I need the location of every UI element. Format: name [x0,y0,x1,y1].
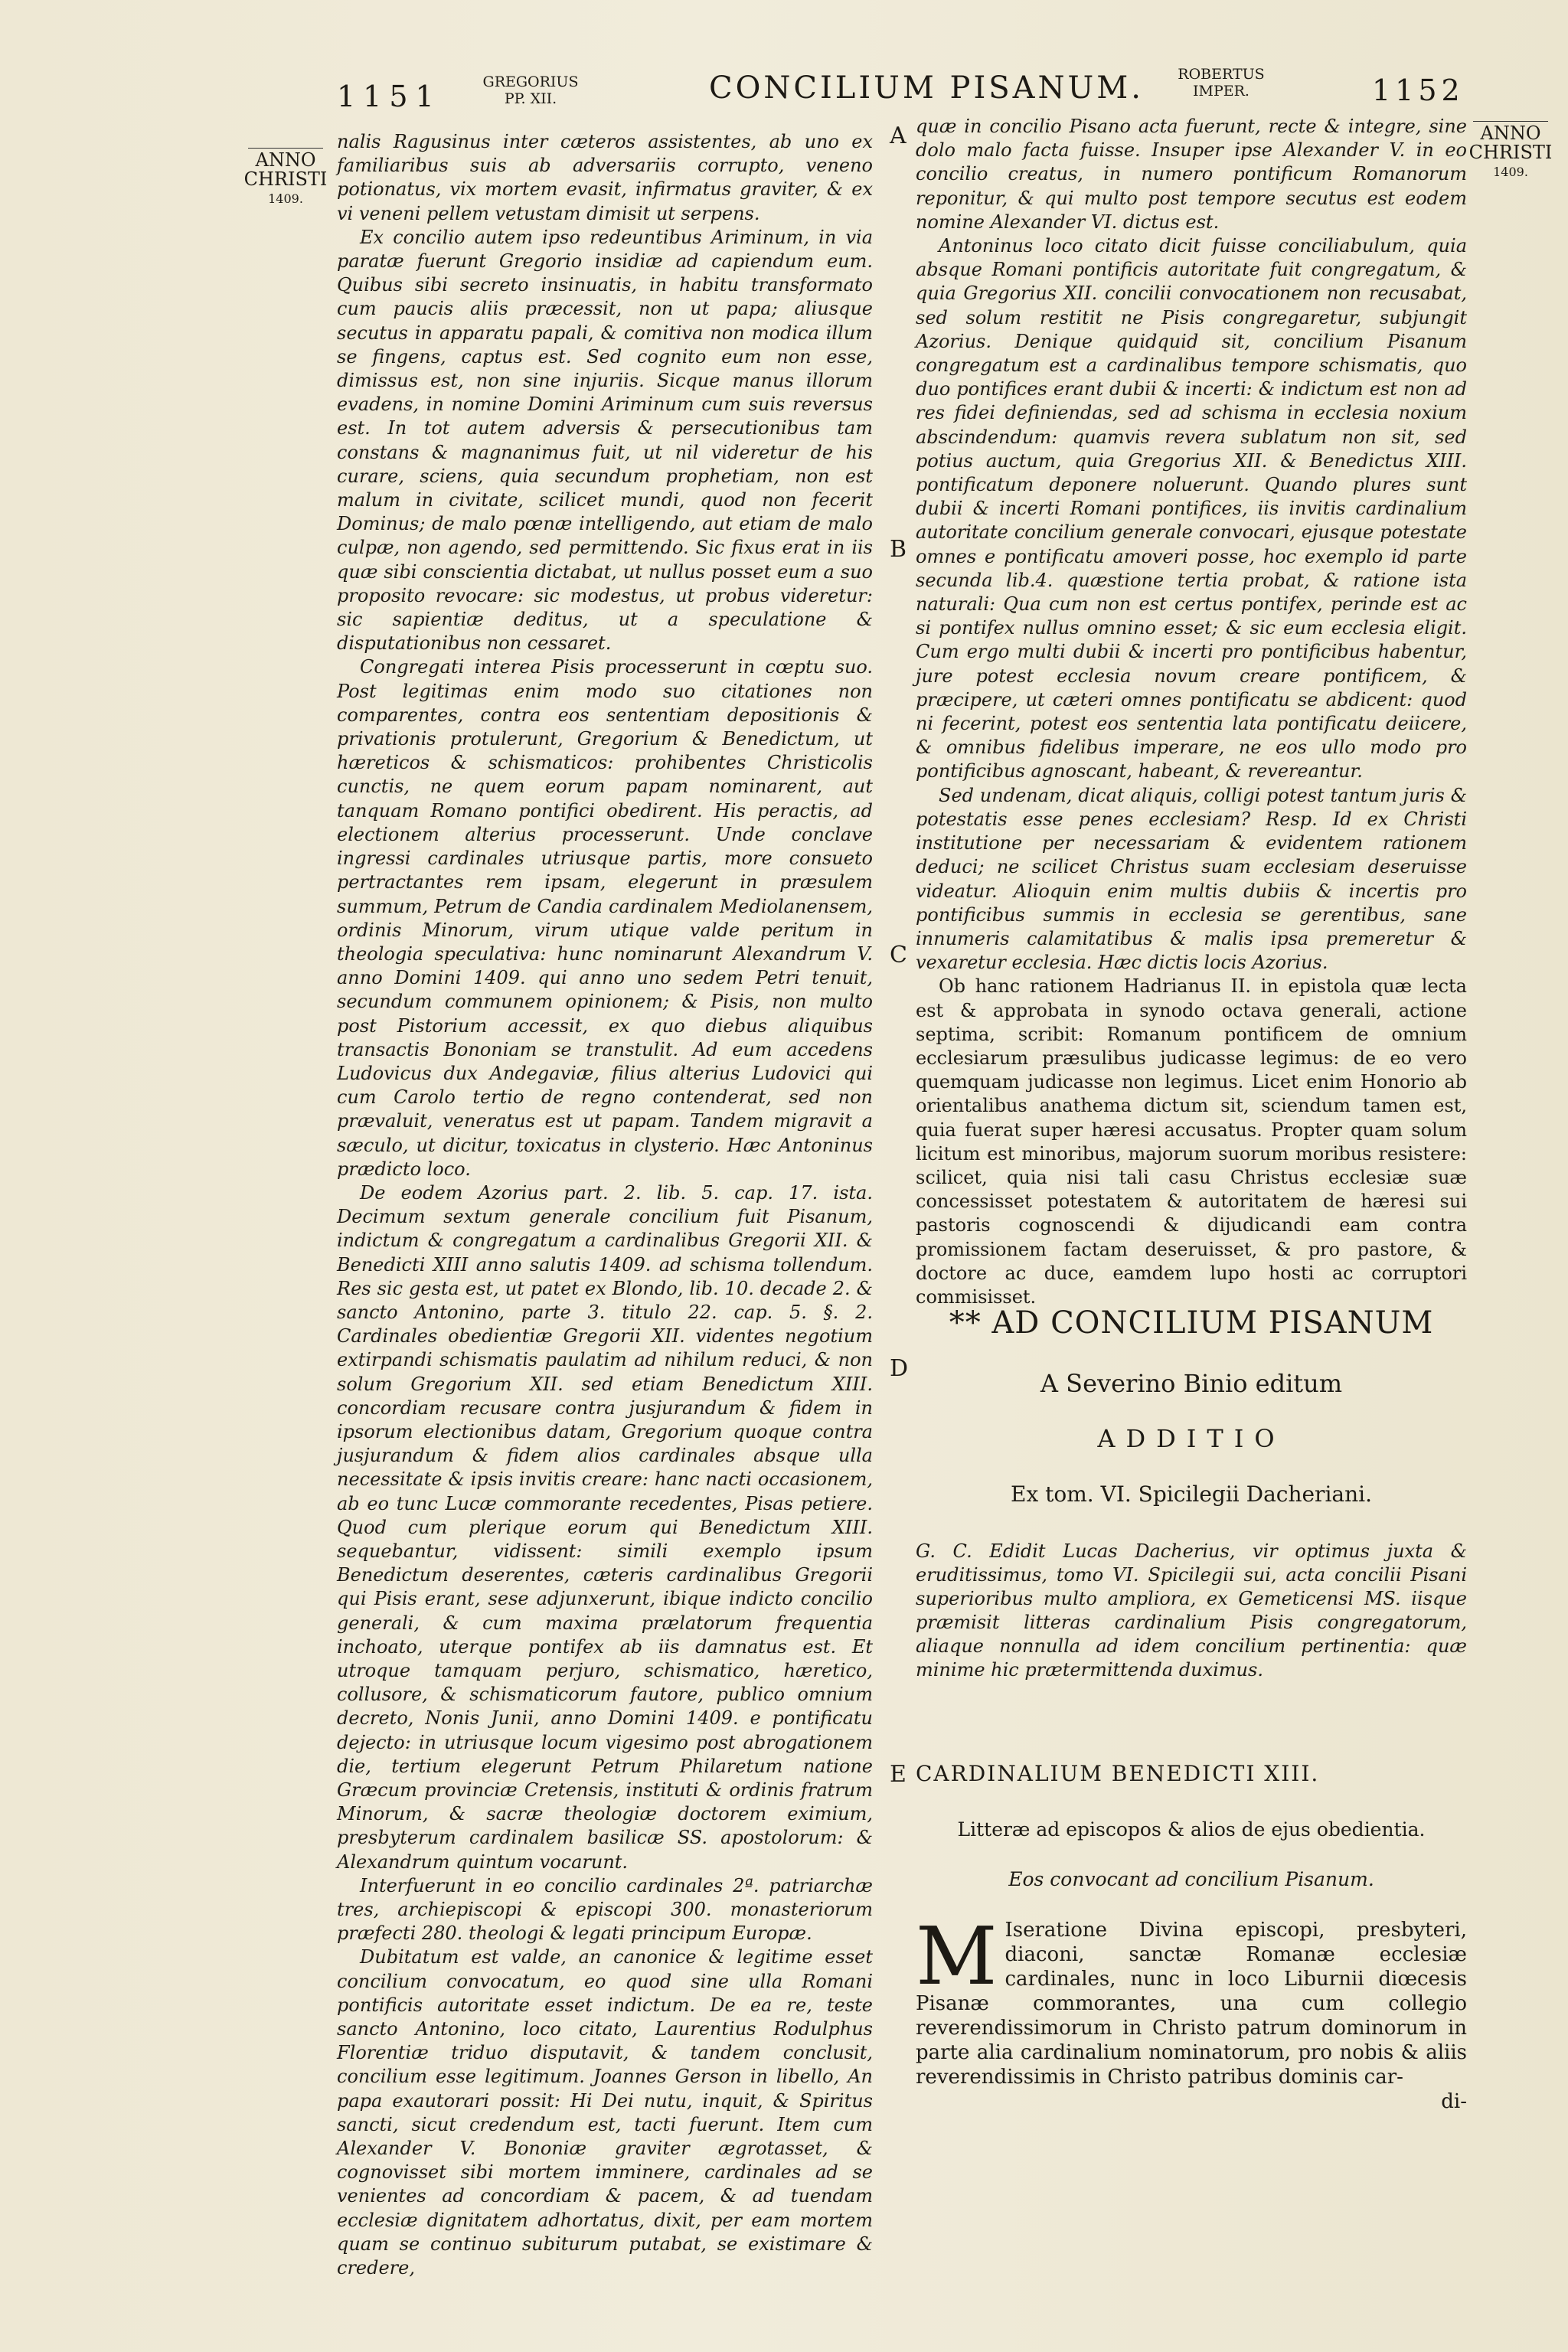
section-marker-a: A [890,122,906,149]
section-marker-e: E [890,1761,906,1788]
drop-cap: M [916,1909,998,2003]
right-column [916,115,1467,1309]
left-paragraph: nalis Ragusinus inter cæteros assistentes, ab uno ex familiaribus suis ab adversariis corrupto, veneno potionatus, vix mortem evasit, infirmatus graviter, & ex vi veneni pellem vetustam dimisit ut serpens. [337,131,873,224]
margin-note-right-line2: CHRISTI [1468,142,1553,163]
running-head-left [473,74,588,107]
running-head-left-line1: GREGORIUS [482,74,579,90]
left-column [337,130,873,2280]
running-head-right-line1: ROBERTUS [1178,66,1265,83]
addition-title: ADDITIO [1097,1424,1285,1453]
margin-note-left-line2: CHRISTI [243,168,328,190]
left-paragraph: Interfuerunt in eo concilio cardinales 2ª. patriarchæ tres, archiepiscopi & episcopi 300. monasteriorum præfecti 280. theologi & legati principum Europæ. [337,1874,873,1945]
left-paragraph: Ex concilio autem ipso redeuntibus Ariminum, in via paratæ fuerunt Gregorio insidiæ ad capiendum eum. Quibus sibi secreto insinuatis, in habitu transformato cum paucis aliis præcessit, non ut papa; aliusque secutus in apparatu papali, & comitiva non modica illum se fingens, captus est. Sed cognito eum non esse, dimissus est, non sine injuriis. Sicque manus illorum evadens, in nomine Domini Ariminum cum suis reversus est. In tot autem adversis & persecutionibus tam constans & magnanimus fuit, ut nil videretur de his curare, sciens, quia secundum prophetiam, non est malum in civitate, scilicet mundi, quod non fecerit Dominus; de malo pœnæ intelligendo, aut etiam de malo culpæ, non agendo, sed permittendo. Sic fixus erat in iis quæ sibi conscientia dictabat, ut nullus posset eum a suo proposito revocare: sic modestus, ut probus videretur: sic sapientiæ deditus, ut a speculatione & disputationibus non cessaret. [337,226,873,655]
right-paragraph: quæ in concilio Pisano acta fuerunt, recte & integre, sine dolo malo facta fuisse. Insuper ipse Alexander V. in eo concilio creatus, in numero pontificum Romanorum reponitur, & qui multo post tempore secutus est eodem nomine Alexander VI. dictus est. [916,116,1467,233]
margin-note-right-line1: ANNO [1480,122,1541,144]
section-marker-d: D [890,1355,909,1382]
margin-note-right-year: 1409. [1493,165,1528,179]
left-paragraph: De eodem Azorius part. 2. lib. 5. cap. 17. ista. Decimum sextum generale concilium fuit Pisanum, indictum & congregatum a cardinalibus Gregorii XII. & Benedicti XIII anno salutis 1409. ad schisma tollendum. Res sic gesta est, ut patet ex Blondo, lib. 10. decade 2. & sancto Antonino, parte 3. titulo 22. cap. 5. §. 2. Cardinales obedientiæ Gregorii XII. videntes negotium extirpandi schismatis paulatim ad nihilum reduci, & non solum Gregorium XII. sed etiam Benedictum XIII. concordiam recusare contra jusjurandum & fidem in ipsorum electionibus datam, Gregorium quoque contra jusjurandum & fidem alios cardinales absque ulla necessitate & ipsis invitis creare: hanc nacti occasionem, ab eo tunc Lucæ commorante recedentes, Pisas petiere. Quod cum plerique eorum qui Benedictum XIII. sequebantur, vidissent: simili exemplo ipsum Benedictum deserentes, cæteris cardinalibus Gregorii qui Pisis erant, sese adjunxerunt, ibique indicto concilio generali, & cum maxima prælatorum frequentia inchoato, uterque pontifex ab iis damnatus est. Et utroque tamquam perjuro, schismatico, hæretico, collusore, & schismaticorum fautore, publico omnium decreto, Nonis Junii, anno Domini 1409. e pontificatu dejecto: in utriusque locum vigesimo post abrogationem die, tertium elegerunt Petrum Philaretum natione Græcum provinciæ Cretensis, instituti & ordinis fratrum Minorum, & sacræ theologiæ doctorem eximium, presbyterum cardinalem basilicæ SS. apostolorum: & Alexandrum quintum vocarunt. [337,1181,873,1873]
catchword: di- [1441,2090,1467,2113]
running-head-right-line2: IMPER. [1193,83,1250,100]
addition-intro: G. C. Edidit Lucas Dacherius, vir optimus juxta & eruditissimus, tomo VI. Spicilegii sui, acta concilii Pisani superioribus multo ampliora, ex Gemeticensi MS. iisque præmisit litteras cardinalium Pisis congregatorum, aliaque nonnulla ad idem concilium pertinentia: quæ minime hic prætermittenda duximus. [916,1540,1467,1681]
addition-subheading: A Severino Binio editum [1040,1369,1343,1398]
left-paragraph: Congregati interea Pisis processerunt in cœptu suo. Post legitimas enim modo suo citationes non comparentes, contra eos sententiam depositionis & privationis protulerunt, Gregorium & Benedictum, ut hæreticos & schismaticos: prohibentes Christicolis cunctis, ne quem eorum papam nominarent, aut tanquam Romano pontifici obedirent. His peractis, ad electionem alterius processerunt. Unde conclave ingressi cardinales utriusque partis, more consueto pertractantes rem ipsam, elegerunt in præsulem summum, Petrum de Candia cardinalem Mediolanensem, ordinis Minorum, virum utique valde peritum in theologia speculativa: hunc nominarunt Alexandrum V. anno Domini 1409. qui anno uno sedem Petri tenuit, secundum communem opinionem; & Pisis, non multo post Pistorium accessit, ex quo diebus aliquibus transactis Bononiam se transtulit. Ad eum accedens Ludovicus dux Andegaviæ, filius alterius Ludovici qui cum Carolo tertio de regno contenderat, sed non prævaluit, veneratus est ut papam. Tandem migravit a sæculo, ut dicitur, toxicatus in clysterio. Hæc Antoninus prædicto loco. [337,656,873,1180]
margin-note-left-year: 1409. [268,191,303,206]
section-marker-c: C [890,942,907,969]
margin-note-left-line1: ANNO [255,149,316,171]
addition-source: Ex tom. VI. Spicilegii Dacheriani. [1011,1481,1372,1507]
right-paragraph: Ob hanc rationem Hadrianus II. in epistola quæ lecta est & approbata in synodo octava generali, actione septima, scribit: Romanum pontificem de omnium ecclesiarum præsulibus judicasse legimus: de eo vero quemquam judicasse non legimus. Licet enim Honorio ab orientalibus anathema dictum sit, sciendum tamen est, quia fuerat super hæresi accusatus. Propter quam solum licitum est minoribus, majorum suorum moribus resistere: scilicet, quia nisi tali casu Christus ecclesiæ suæ concessisset potestatem & autoritatem de hæresi sui pastoris cognoscendi & dijudicandi eam contra promissionem factam deseruisset, & pro pastore, & doctore ac duce, eamdem lupo hosti ac corruptori commisisset. [916,975,1467,1308]
letters-caption: Eos convocant ad concilium Pisanum. [1008,1868,1374,1890]
left-paragraph: Dubitatum est valde, an canonice & legitime esset concilium convocatum, eo quod sine ulla Romani pontificis autoritate esset indictum. De ea re, teste sancto Antonino, loco citato, Laurentius Rodulphus Florentiæ triduo disputavit, & tandem conclusit, concilium esse legitimum. Joannes Gerson in libello, An papa exautorari possit: Hi Dei nutu, inquit, & Spiritus sancti, sicut credendum est, tacti fuerunt. Item cum Alexander V. Bononiæ graviter ægrotasset, & cognovisset sibi mortem imminere, cardinales ad se venientes ad concordiam & pacem, & ad tuendam ecclesiæ dignitatem adhortatus, dixit, per eam mortem quam se continuo subiturum putabat, se existimare & credere, [337,1946,873,2279]
addition-heading: ** AD CONCILIUM PISANUM [949,1305,1434,1341]
right-paragraph: Sed undenam, dicat aliquis, colligi potest tantum juris & potestatis esse penes ecclesiam? Resp. Id ex Christi institutione per necessariam & evidentem rationem deduci; ne scilicet Christus suam ecclesiam deseruisse videatur. Alioquin enim multis dubiis & incertis pro pontificibus summis in ecclesia se gerentibus, sane innumeris calamitatibus & malis ipsa premeretur & vexaretur ecclesia. Hæc dictis locis Azorius. [916,784,1467,974]
running-head-right [1164,66,1279,100]
right-paragraph: Antoninus loco citato dicit fuisse conciliabulum, quia absque Romani pontificis autoritate fuit congregatum, & quia Gregorius XII. concilii convocationem non recusabat, sed solum restitit ne Pisis congregaretur, subjungit Azorius. Denique quidquid sit, concilium Pisanum congregatum est a cardinalibus tempore schismatis, quo duo pontifices erant dubii & incerti: & indictum est non ad res fidei definiendas, sed ad schisma in ecclesia noxium abscindendum: quamvis revera sublatum non sit, sed potius auctum, quia Gregorius XII. & Benedictus XIII. pontificatum deponere noluerunt. Quando plures sunt dubii & incerti Romani pontifices, iis invitis cardinalium autoritate concilium generale convocari, ejusque potestate omnes e pontificatu amoveri posse, hoc exemplo id parte secunda lib.4. quæstione tertia probat, & ratione ista naturali: Qua cum non est certus pontifex, perinde est ac si pontifex nullus omnino esset; & sic eum ecclesia eligit. Cum ergo multi dubii & incerti pro pontificibus habentur, jure potest ecclesia novum creare pontificem, & præcipere, ut cæteri omnes pontificatu se abdicent: quod ni fecerint, potest eos sententia lata pontificatu deiicere, & omnibus fidelibus imperare, ne eos ullo modo pro pontificibus agnoscant, habeant, & revereantur. [916,235,1467,782]
letters-subheading: Litteræ ad episcopos & alios de ejus obedientia. [957,1818,1426,1841]
running-head-left-line2: PP. XII. [504,90,557,107]
letter-body [916,1909,1467,2114]
page-number-left: 1151 [337,80,442,113]
margin-note-right [1468,119,1553,181]
letters-heading: CARDINALIUM BENEDICTI XIII. [916,1761,1320,1786]
section-marker-b: B [890,536,907,563]
page-number-right: 1152 [1372,74,1465,107]
letter-text: Iseratione Divina episcopi, presbyteri, diaconi, sanctæ Romanæ ecclesiæ cardinales, nunc in loco Liburnii diœcesis Pisanæ commorantes, una cum collegio reverendissimorum in Christo patrum dominorum in parte alia cardinalium nominatorum, pro nobis & aliis reverendissimis in Christo patribus dominis car- [916,1919,1467,2089]
margin-note-left [243,145,328,208]
page-title: CONCILIUM PISANUM. [709,70,1144,106]
